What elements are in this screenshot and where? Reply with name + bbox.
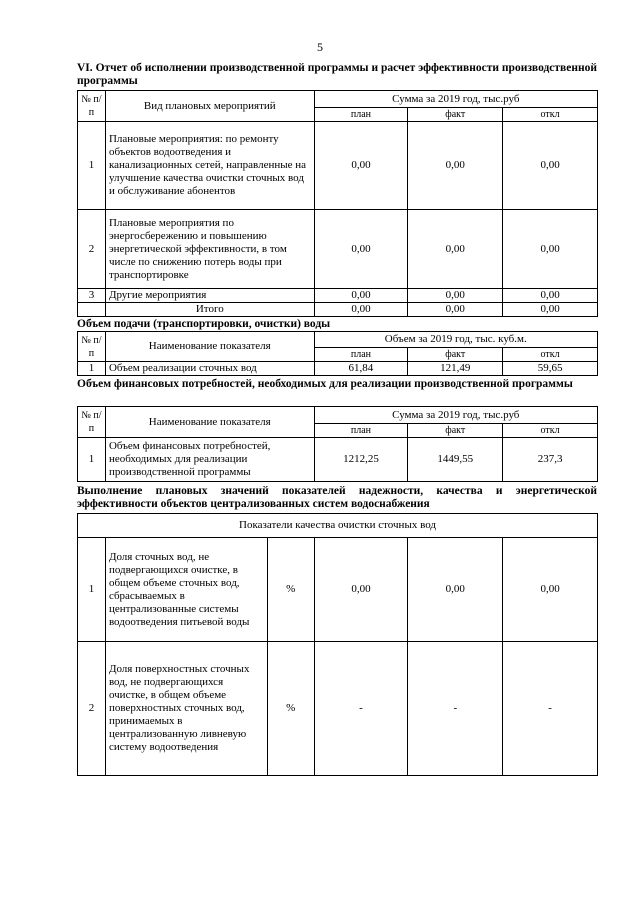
total-dev: 0,00 xyxy=(503,303,598,317)
reliability-subheader: Показатели качества очистки сточных вод xyxy=(78,514,598,538)
table-row xyxy=(78,289,598,303)
reliability-table xyxy=(77,513,598,776)
header-plan: план xyxy=(314,348,408,362)
page-number: 5 xyxy=(317,40,323,54)
row-fact: 1449,55 xyxy=(408,438,503,482)
header-plan: план xyxy=(314,108,408,122)
row-plan: 1212,25 xyxy=(314,438,408,482)
header-fact: факт xyxy=(408,348,503,362)
header-num: № п/п xyxy=(78,332,106,362)
row-name: Плановые мероприятия по энергосбережению и повышению энергетической эффективности, в том числе по снижению потерь воды при транспортировке xyxy=(105,210,314,289)
row-num: 3 xyxy=(78,289,106,303)
volume-table xyxy=(77,331,598,376)
total-row xyxy=(78,303,598,317)
row-fact: 0,00 xyxy=(408,210,503,289)
header-plan: план xyxy=(314,424,408,438)
header-dev: откл xyxy=(503,348,598,362)
row-fact: 0,00 xyxy=(408,122,503,210)
row-fact: 121,49 xyxy=(408,362,503,376)
row-plan: 0,00 xyxy=(314,538,408,642)
row-unit: % xyxy=(267,538,314,642)
header-name: Вид плановых мероприятий xyxy=(105,91,314,122)
row-plan: 61,84 xyxy=(314,362,408,376)
total-fact: 0,00 xyxy=(408,303,503,317)
row-fact: - xyxy=(408,642,503,776)
finance-title: Объем финансовых потребностей, необходимых для реализации производственной программы xyxy=(77,378,573,390)
row-unit: % xyxy=(267,642,314,776)
finance-table xyxy=(77,406,598,482)
row-plan: - xyxy=(314,642,408,776)
row-name: Объем финансовых потребностей, необходимых для реализации производственной программы xyxy=(105,438,314,482)
row-name: Другие мероприятия xyxy=(105,289,314,303)
header-name: Наименование показателя xyxy=(105,407,314,438)
row-name: Доля поверхностных сточных вод, не подвергающихся очистке, в общем объеме поверхностных сточных вод, принимаемых в централизованную ливневую систему водоотведения xyxy=(105,642,267,776)
row-name: Доля сточных вод, не подвергающихся очистке, в общем объеме сточных вод, сбрасываемых в централизованные системы водоотведения питьевой воды xyxy=(105,538,267,642)
table-row xyxy=(78,538,598,642)
section6-table xyxy=(77,90,598,317)
row-num: 1 xyxy=(78,438,106,482)
total-label: Итого xyxy=(105,303,314,317)
row-plan: 0,00 xyxy=(314,210,408,289)
header-sum: Сумма за 2019 год, тыс.руб xyxy=(314,407,597,424)
header-num: № п/п xyxy=(78,91,106,122)
header-fact: факт xyxy=(408,108,503,122)
header-dev: откл xyxy=(503,108,598,122)
total-plan: 0,00 xyxy=(314,303,408,317)
row-name: Объем реализации сточных вод xyxy=(105,362,314,376)
row-dev: 0,00 xyxy=(503,210,598,289)
header-fact: факт xyxy=(408,424,503,438)
row-dev: 0,00 xyxy=(503,289,598,303)
row-dev: 59,65 xyxy=(503,362,598,376)
row-plan: 0,00 xyxy=(314,289,408,303)
header-sum: Сумма за 2019 год, тыс.руб xyxy=(314,91,597,108)
row-num: 1 xyxy=(78,122,106,210)
volume-title: Объем подачи (транспортировки, очистки) воды xyxy=(77,318,331,330)
section6-title: VI. Отчет об исполнении производственной программы и расчет эффективности производственной программы xyxy=(77,62,597,87)
row-num: 2 xyxy=(78,642,106,776)
row-plan: 0,00 xyxy=(314,122,408,210)
row-num: 1 xyxy=(78,362,106,376)
header-name: Наименование показателя xyxy=(105,332,314,362)
table-row xyxy=(78,438,598,482)
table-row xyxy=(78,362,598,376)
row-dev: 237,3 xyxy=(503,438,598,482)
row-num: 1 xyxy=(78,538,106,642)
table-row xyxy=(78,122,598,210)
header-num: № п/п xyxy=(78,407,106,438)
row-name: Плановые мероприятия: по ремонту объектов водоотведения и канализационных сетей, направленные на улучшение качества очистки сточных вод и обслуживание абонентов xyxy=(105,122,314,210)
row-fact: 0,00 xyxy=(408,289,503,303)
row-fact: 0,00 xyxy=(408,538,503,642)
row-dev: 0,00 xyxy=(503,122,598,210)
table-row xyxy=(78,642,598,776)
reliability-title: Выполнение плановых значений показателей надежности, качества и энергетической эффективности объектов централизованных систем водоснабжения xyxy=(77,485,597,510)
table-row xyxy=(78,210,598,289)
header-sum: Объем за 2019 год, тыс. куб.м. xyxy=(314,332,597,348)
row-dev: - xyxy=(503,642,598,776)
row-num: 2 xyxy=(78,210,106,289)
row-dev: 0,00 xyxy=(503,538,598,642)
header-dev: откл xyxy=(503,424,598,438)
